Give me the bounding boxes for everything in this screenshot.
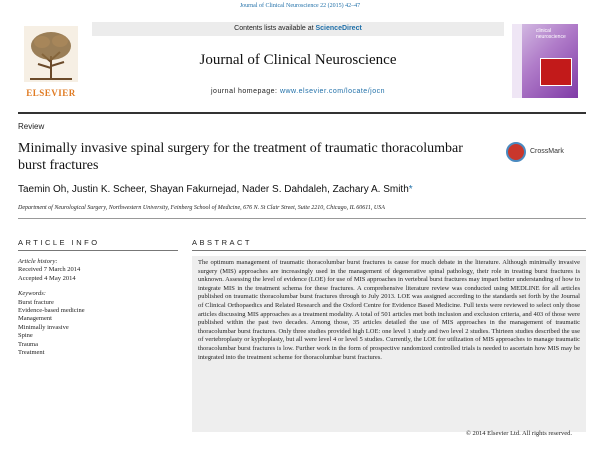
keyword: Evidence-based medicine — [18, 307, 85, 315]
crossmark-badge[interactable] — [506, 142, 586, 164]
history-label: Article history: — [18, 258, 58, 265]
cover-strip — [512, 24, 522, 98]
abstract-body: The optimum management of traumatic thoracolumbar burst fractures is cause for much debate in the literature. Although minimally invasive surgery (MIS) approaches are increasingly used in the management of degenerative spinal pathology, their role in treating burst fractures is unknown. Assessing the level of evidence (LOE) for use of MIS approaches in vertebral burst fractures may impart better understanding of how to integrate MIS in the treatment schema for these fractures. A comprehensive literature review was conducted using MEDLINE for all articles published on traumatic thoracolumbar burst fractures through to July 2013. LOE was assigned according to the standards set forth by the Journal of Clinical Orthopaedics and Related Research and the Oxford Centre for Evidence Based Medicine. Full texts were reviewed to select only those articles discussing MIS approaches as a treatment modality. A total of 501 articles met both inclusion and exclusion criteria, and 403 of those were published within the past two decades. Among those, 35 articles detailed the use of MIS approaches in the management of traumatic thoracolumbar burst fractures. Only three studies provided high LOE: one level 1 study and two level 2 studies. Thirteen studies described the use of vertebroplasty or kyphoplasty, but all were level 4 or level 5 studies. Currently, the LOE for utilization of MIS approaches to manage traumatic thoracolumbar burst fractures is low. Further work in the form of prospective randomized controlled trials is needed to ascertain how MIS may be integrated into the treatment scheme for thoracolumbar burst fractures. — [192, 256, 586, 432]
crossmark-label: CrossMark — [530, 148, 564, 155]
keywords-label: Keywords: — [18, 290, 46, 298]
contents-label: Contents lists available at — [234, 25, 316, 32]
elsevier-tree-icon — [24, 26, 78, 82]
homepage-label: journal homepage: — [211, 88, 280, 95]
article-info-heading: ARTICLE INFO — [18, 238, 100, 247]
article-info-rule — [18, 250, 178, 251]
accepted-date: Accepted 4 May 2014 — [18, 274, 76, 282]
journal-masthead — [18, 22, 586, 104]
keyword: Management — [18, 315, 52, 323]
cover-image — [540, 58, 572, 86]
abstract-rule — [192, 250, 586, 251]
keyword: Spine — [18, 332, 33, 340]
journal-citation: Journal of Clinical Neuroscience 22 (2015) 42–47 — [239, 3, 361, 9]
journal-homepage — [92, 88, 504, 95]
header-divider — [18, 218, 586, 219]
cover-title: clinical neuroscience — [536, 28, 566, 40]
corresponding-author-mark[interactable]: * — [408, 184, 413, 195]
authors-text: Taemin Oh, Justin K. Scheer, Shayan Fakurnejad, Nader S. Dahdaleh, Zachary A. Smith — [18, 184, 409, 195]
sciencedirect-link[interactable]: ScienceDirect — [315, 25, 362, 32]
journal-cover — [512, 24, 578, 98]
abstract-heading: ABSTRACT — [192, 238, 253, 247]
copyright-notice: © 2014 Elsevier Ltd. All rights reserved. — [465, 430, 572, 437]
article-title: Minimally invasive spinal surgery for the treatment of traumatic thoracolumbar burst fractures — [18, 141, 463, 173]
article-info — [18, 258, 178, 357]
keyword: Trauma — [18, 340, 38, 348]
keyword: Burst fracture — [18, 298, 54, 306]
received-date: Received 7 March 2014 — [18, 266, 81, 274]
publisher-name: ELSEVIER — [26, 88, 76, 98]
author-list — [18, 184, 413, 195]
elsevier-logo — [18, 22, 84, 102]
affiliation: Department of Neurological Surgery, Northwestern University, Feinberg School of Medicine, 676 N. St Clair Street, Suite 2210, Chicago, IL 60611, USA — [18, 205, 385, 211]
journal-header-center — [92, 22, 504, 102]
homepage-link[interactable]: www.elsevier.com/locate/jocn — [279, 88, 385, 95]
crossmark-icon — [506, 142, 526, 162]
masthead-rule — [18, 112, 586, 114]
journal-title: Journal of Clinical Neuroscience — [199, 52, 397, 68]
contents-bar — [92, 22, 504, 36]
keyword: Treatment — [18, 349, 45, 357]
keyword: Minimally invasive — [18, 323, 69, 331]
article-type: Review — [18, 122, 45, 131]
